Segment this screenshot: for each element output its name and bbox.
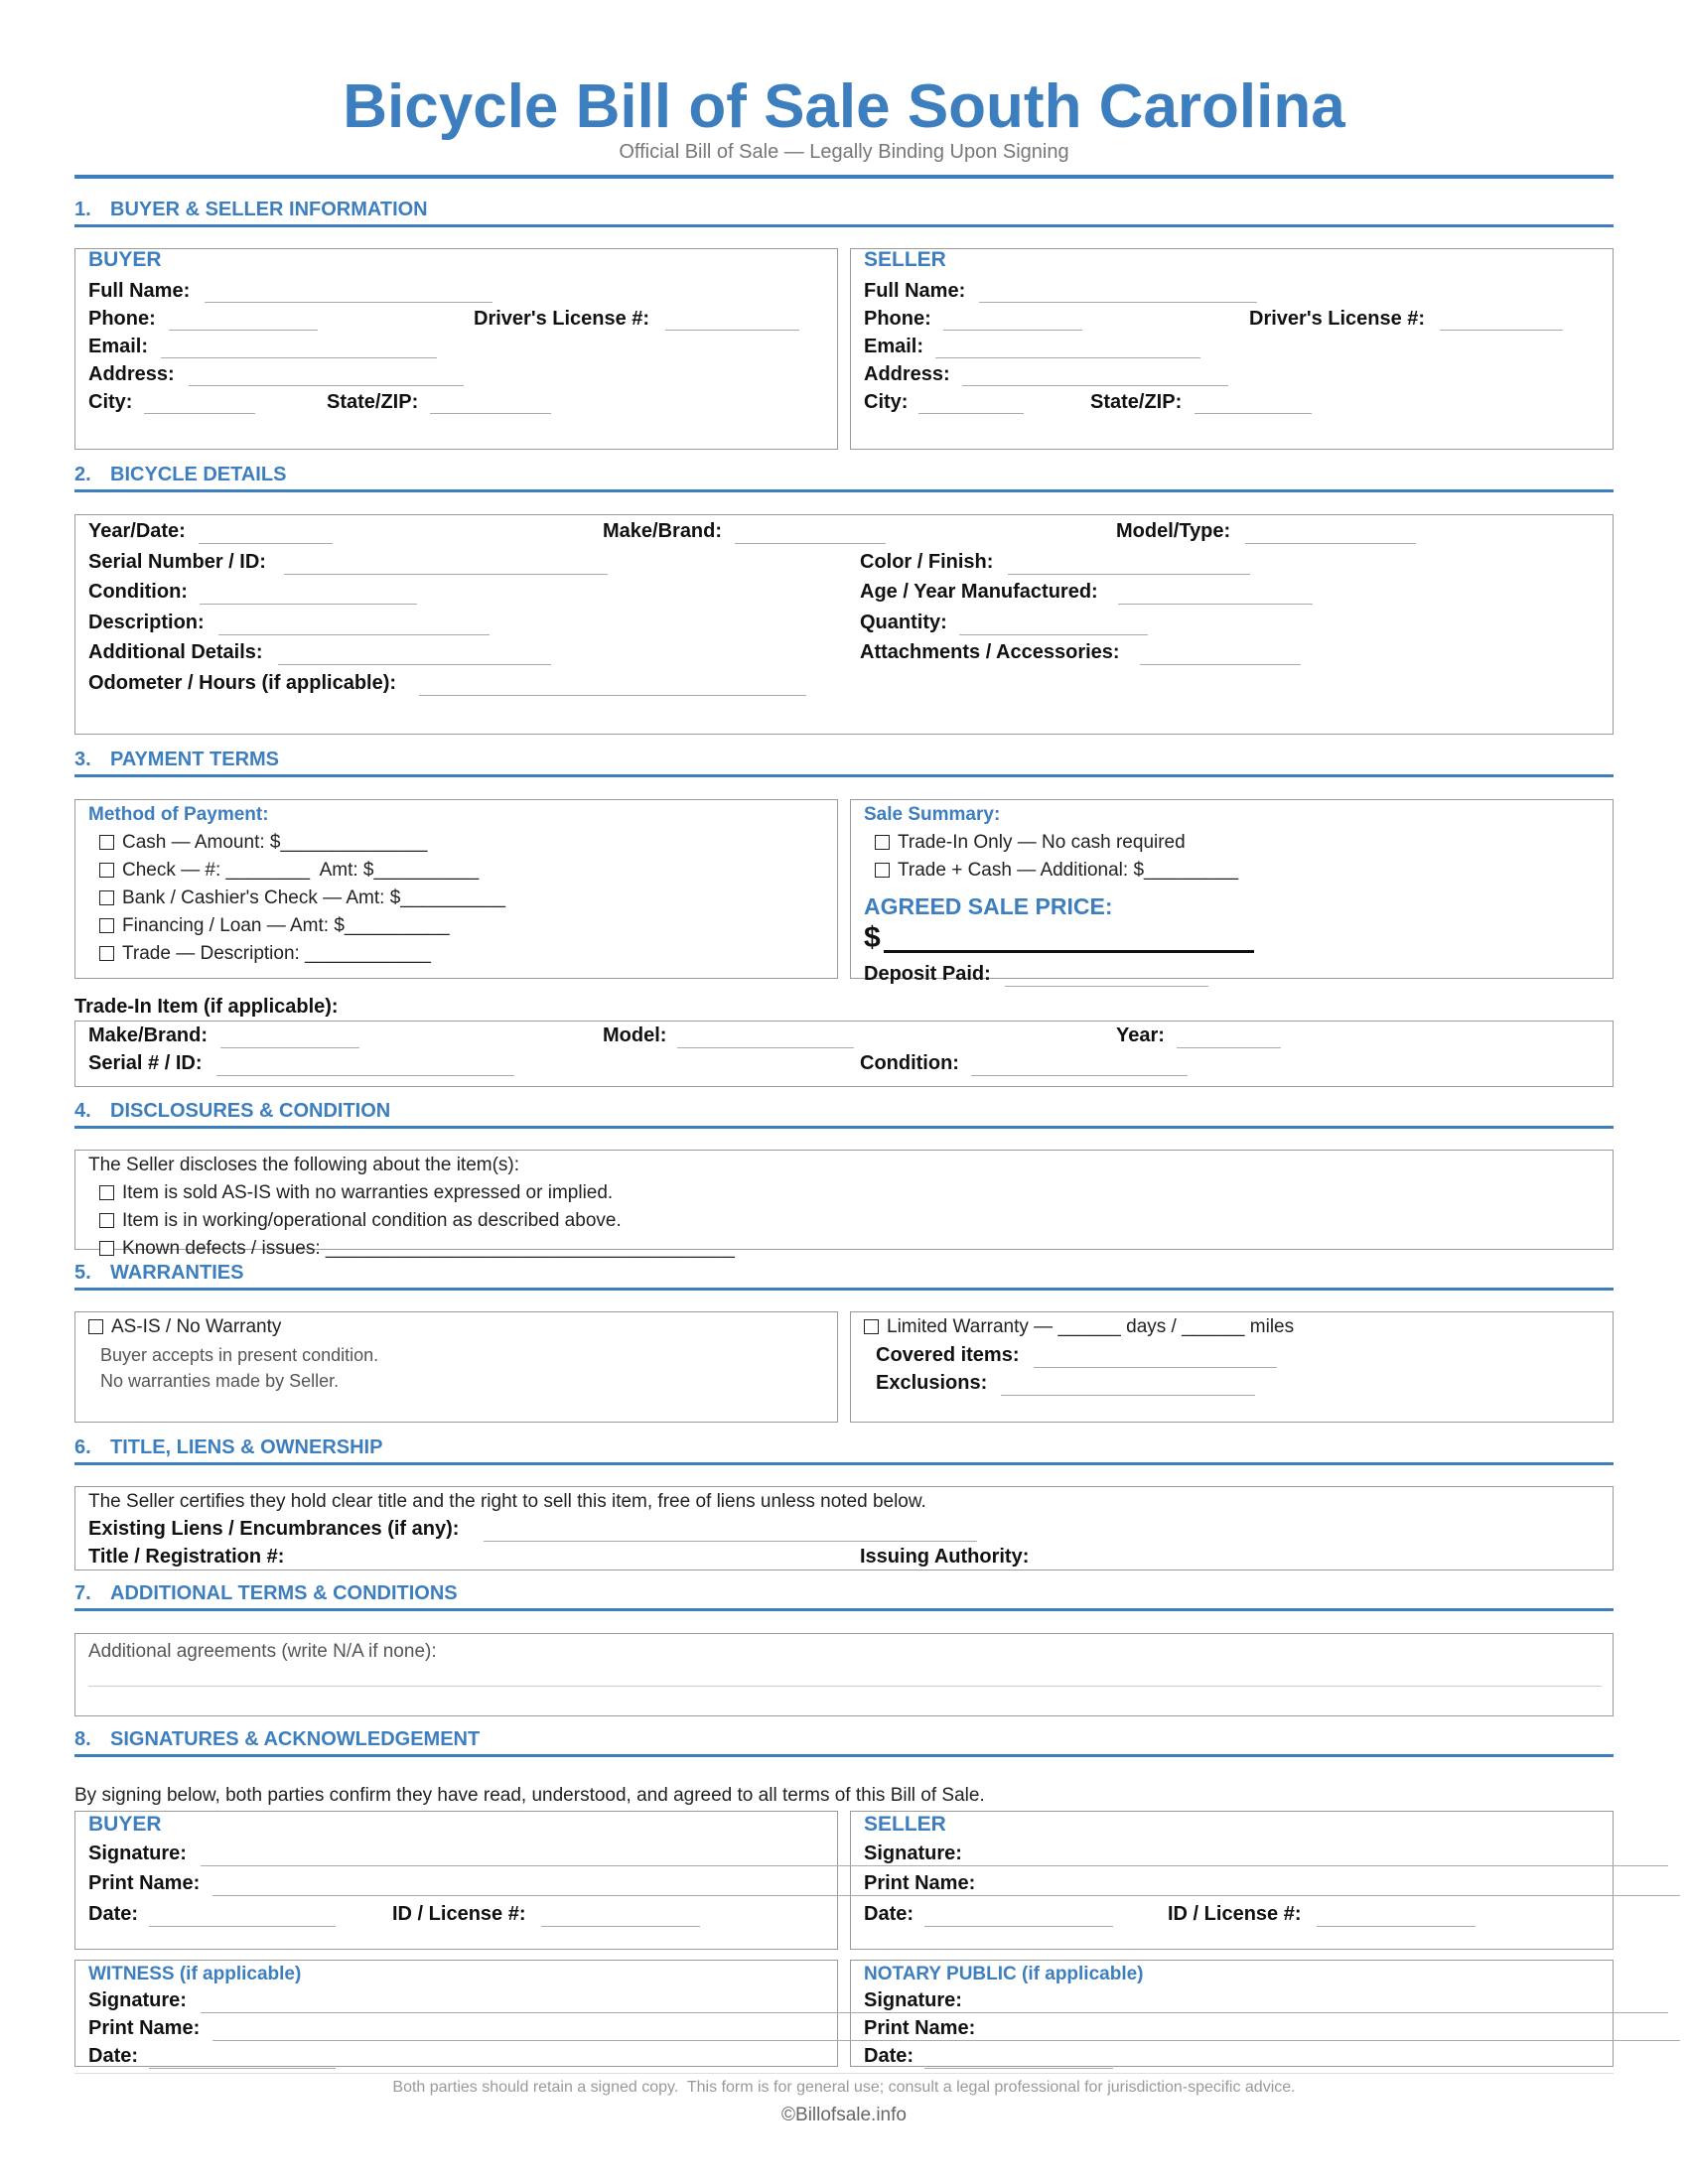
bicycle-details-box [74,514,1614,735]
seller-city-label: City: [864,391,909,413]
title-liens-intro: The Seller certifies they hold clear title and the right to sell this item, free of liens unless noted below. [88,1491,926,1512]
notary-date-label: Date: [864,2045,914,2067]
checkbox[interactable] [88,1319,103,1334]
trade-in-box [74,1021,1614,1087]
description-label: Description: [88,612,205,633]
attachments-label: Attachments / Accessories: [860,641,1120,663]
trade-in-make-label: Make/Brand: [88,1024,209,1046]
section-heading-warranties: 5. WARRANTIES [74,1262,244,1284]
seller-full-name-label: Full Name: [864,280,966,302]
trade-in-make-field[interactable] [220,1047,359,1048]
trade-in-model-label: Model: [603,1024,667,1046]
buyer-dl-label: Driver's License #: [474,308,650,330]
agreed-sale-price-label: AGREED SALE PRICE: [864,893,1113,919]
disclosure-option-working[interactable]: Item is in working/operational condition as described above. [99,1210,622,1232]
section-rule [74,774,1614,777]
section-heading-additional-terms: 7. ADDITIONAL TERMS & CONDITIONS [74,1582,458,1604]
as-is-note-2: No warranties made by Seller. [100,1371,340,1391]
seller-heading: SELLER [864,248,946,271]
section-heading-buyer-seller: 1. BUYER & SELLER INFORMATION [74,199,428,220]
seller-print-name-field[interactable] [988,1895,1680,1896]
seller-state-zip-label: State/ZIP: [1090,391,1183,413]
checkbox[interactable] [99,835,114,850]
seller-email-label: Email: [864,336,924,357]
buyer-full-name-label: Full Name: [88,280,191,302]
attachments-field[interactable] [1140,664,1301,665]
odometer-field[interactable] [419,695,806,696]
buyer-city-label: City: [88,391,133,413]
seller-dl-field[interactable] [1440,330,1563,331]
trade-in-heading: Trade-In Item (if applicable): [74,996,339,1018]
trade-in-serial-label: Serial # / ID: [88,1052,203,1074]
buyer-phone-field[interactable] [169,330,318,331]
deposit-paid-label: Deposit Paid: [864,963,991,985]
summary-option-trade-in-only[interactable]: Trade-In Only — No cash required [875,832,1186,854]
section-heading-disclosures: 4. DISCLOSURES & CONDITION [74,1100,391,1122]
seller-signature-field[interactable] [976,1865,1668,1866]
covered-items-field[interactable] [1034,1367,1277,1368]
age-label: Age / Year Manufactured: [860,581,1098,603]
section-heading-payment-terms: 3. PAYMENT TERMS [74,749,280,770]
issuing-authority-label: Issuing Authority: [860,1546,1030,1568]
seller-state-zip-field[interactable] [1195,413,1312,414]
document-title: Bicycle Bill of Sale South Carolina [343,72,1345,141]
payment-option-bank-check[interactable]: Bank / Cashier's Check — Amt: $__________ [99,887,505,909]
buyer-signature-label: Signature: [88,1843,187,1864]
notary-heading: NOTARY PUBLIC (if applicable) [864,1964,1144,1984]
buyer-email-label: Email: [88,336,149,357]
seller-signature-label: Signature: [864,1843,962,1864]
disclosure-option-defects[interactable]: Known defects / issues: _______________________________________ [99,1238,735,1260]
checkbox[interactable] [864,1319,879,1334]
witness-print-name-label: Print Name: [88,2017,201,2039]
as-is-note-1: Buyer accepts in present condition. [100,1345,379,1365]
covered-items-label: Covered items: [876,1344,1020,1366]
seller-phone-field[interactable] [943,330,1082,331]
trade-in-year-field[interactable] [1177,1047,1281,1048]
section-heading-signatures: 8. SIGNATURES & ACKNOWLEDGEMENT [74,1728,481,1750]
quantity-label: Quantity: [860,612,947,633]
notary-signature-label: Signature: [864,1989,962,2011]
condition-label: Condition: [88,581,188,603]
additional-details-label: Additional Details: [88,641,263,663]
description-field[interactable] [218,634,490,635]
seller-date-field[interactable] [924,1926,1113,1927]
notary-print-name-label: Print Name: [864,2017,976,2039]
trade-in-condition-label: Condition: [860,1052,959,1074]
buyer-state-zip-label: State/ZIP: [327,391,419,413]
seller-id-license-label: ID / License #: [1168,1903,1302,1925]
existing-liens-field[interactable] [484,1541,977,1542]
section-rule [74,1462,1614,1465]
seller-full-name-field[interactable] [979,302,1257,303]
trade-in-model-field[interactable] [677,1047,854,1048]
warranty-option-limited[interactable]: Limited Warranty — ______ days / ______ miles [864,1316,1294,1338]
summary-option-trade-cash[interactable]: Trade + Cash — Additional: $_________ [875,860,1238,882]
make-label: Make/Brand: [603,520,723,542]
footer-copyright: ©Billofsale.info [781,2105,907,2125]
dollar-sign: $ [864,921,881,954]
buyer-heading: BUYER [88,248,162,271]
existing-liens-label: Existing Liens / Encumbrances (if any): [88,1518,460,1540]
payment-option-trade[interactable]: Trade — Description: ____________ [99,943,431,965]
serial-label: Serial Number / ID: [88,551,266,573]
seller-address-label: Address: [864,363,950,385]
age-field[interactable] [1118,604,1313,605]
buyer-state-zip-field[interactable] [430,413,551,414]
section-rule [74,224,1614,227]
year-field[interactable] [199,543,333,544]
section-rule [74,1126,1614,1129]
title-registration-label: Title / Registration #: [88,1546,285,1568]
buyer-id-license-field[interactable] [541,1926,700,1927]
buyer-city-field[interactable] [144,413,255,414]
seller-print-name-label: Print Name: [864,1872,976,1894]
buyer-address-field[interactable] [189,385,464,386]
section-heading-bicycle-details: 2. BICYCLE DETAILS [74,464,287,485]
seller-id-license-field[interactable] [1317,1926,1476,1927]
seller-phone-label: Phone: [864,308,931,330]
notary-print-name-field[interactable] [988,2040,1680,2041]
checkbox[interactable] [875,863,890,878]
checkbox[interactable] [99,1241,114,1256]
checkbox[interactable] [99,1213,114,1228]
buyer-print-name-label: Print Name: [88,1872,201,1894]
payment-option-financing[interactable]: Financing / Loan — Amt: $__________ [99,915,450,937]
serial-field[interactable] [284,574,608,575]
odometer-label: Odometer / Hours (if applicable): [88,672,397,694]
buyer-info-box [74,248,838,450]
buyer-dl-field[interactable] [665,330,799,331]
model-field[interactable] [1245,543,1416,544]
buyer-signature-heading: BUYER [88,1813,162,1836]
buyer-phone-label: Phone: [88,308,156,330]
color-label: Color / Finish: [860,551,994,573]
disclosures-intro: The Seller discloses the following about the item(s): [88,1155,520,1175]
document-subtitle: Official Bill of Sale — Legally Binding Upon Signing [619,141,1069,163]
agreed-sale-price-field[interactable] [884,950,1254,953]
warranty-option-as-is[interactable]: AS-IS / No Warranty [88,1316,281,1338]
section-rule [74,1608,1614,1611]
buyer-date-label: Date: [88,1903,139,1925]
footer-rule [74,2073,1614,2074]
checkbox[interactable] [875,835,890,850]
buyer-address-label: Address: [88,363,175,385]
seller-address-field[interactable] [962,385,1228,386]
checkbox[interactable] [99,863,114,878]
witness-heading: WITNESS (if applicable) [88,1964,302,1984]
condition-field[interactable] [200,604,417,605]
header-rule [74,175,1614,179]
disclosure-option-as-is[interactable]: Item is sold AS-IS with no warranties expressed or implied. [99,1182,613,1204]
witness-signature-label: Signature: [88,1989,187,2011]
sale-summary-heading: Sale Summary: [864,804,1001,825]
section-rule [74,1288,1614,1291]
notary-date-field[interactable] [924,2068,1113,2069]
seller-email-field[interactable] [935,357,1200,358]
seller-signature-heading: SELLER [864,1813,946,1836]
exclusions-label: Exclusions: [876,1372,988,1394]
section-rule [74,489,1614,492]
buyer-email-field[interactable] [161,357,437,358]
trade-in-year-label: Year: [1116,1024,1165,1046]
trade-in-serial-field[interactable] [216,1075,514,1076]
payment-option-cash[interactable]: Cash — Amount: $______________ [99,832,427,854]
notary-signature-field[interactable] [976,2012,1668,2013]
year-label: Year/Date: [88,520,186,542]
additional-terms-prompt: Additional agreements (write N/A if none): [88,1641,437,1662]
trade-in-condition-field[interactable] [971,1075,1188,1076]
method-of-payment-heading: Method of Payment: [88,804,269,825]
buyer-id-license-label: ID / License #: [392,1903,526,1925]
deposit-paid-field[interactable] [1005,986,1208,987]
checkbox[interactable] [99,1185,114,1200]
make-field[interactable] [735,543,886,544]
witness-date-field[interactable] [149,2068,336,2069]
seller-date-label: Date: [864,1903,914,1925]
exclusions-field[interactable] [1001,1395,1255,1396]
seller-city-field[interactable] [918,413,1024,414]
payment-option-check[interactable]: Check — #: ________ Amt: $__________ [99,860,479,882]
model-label: Model/Type: [1116,520,1231,542]
checkbox[interactable] [99,890,114,905]
additional-details-field[interactable] [278,664,551,665]
buyer-date-field[interactable] [149,1926,336,1927]
footer-note: Both parties should retain a signed copy. This form is for general use; consult a legal professional for jurisdiction-specific advice. [392,2079,1296,2096]
color-field[interactable] [1008,574,1250,575]
seller-dl-label: Driver's License #: [1249,308,1426,330]
signatures-intro: By signing below, both parties confirm they have read, understood, and agreed to all terms of this Bill of Sale. [74,1785,985,1806]
section-rule [74,1754,1614,1757]
witness-date-label: Date: [88,2045,139,2067]
additional-terms-field[interactable] [88,1686,1602,1687]
checkbox[interactable] [99,946,114,961]
seller-info-box [850,248,1614,450]
section-heading-title-liens: 6. TITLE, LIENS & OWNERSHIP [74,1436,383,1458]
quantity-field[interactable] [959,634,1148,635]
buyer-full-name-field[interactable] [205,302,492,303]
checkbox[interactable] [99,918,114,933]
